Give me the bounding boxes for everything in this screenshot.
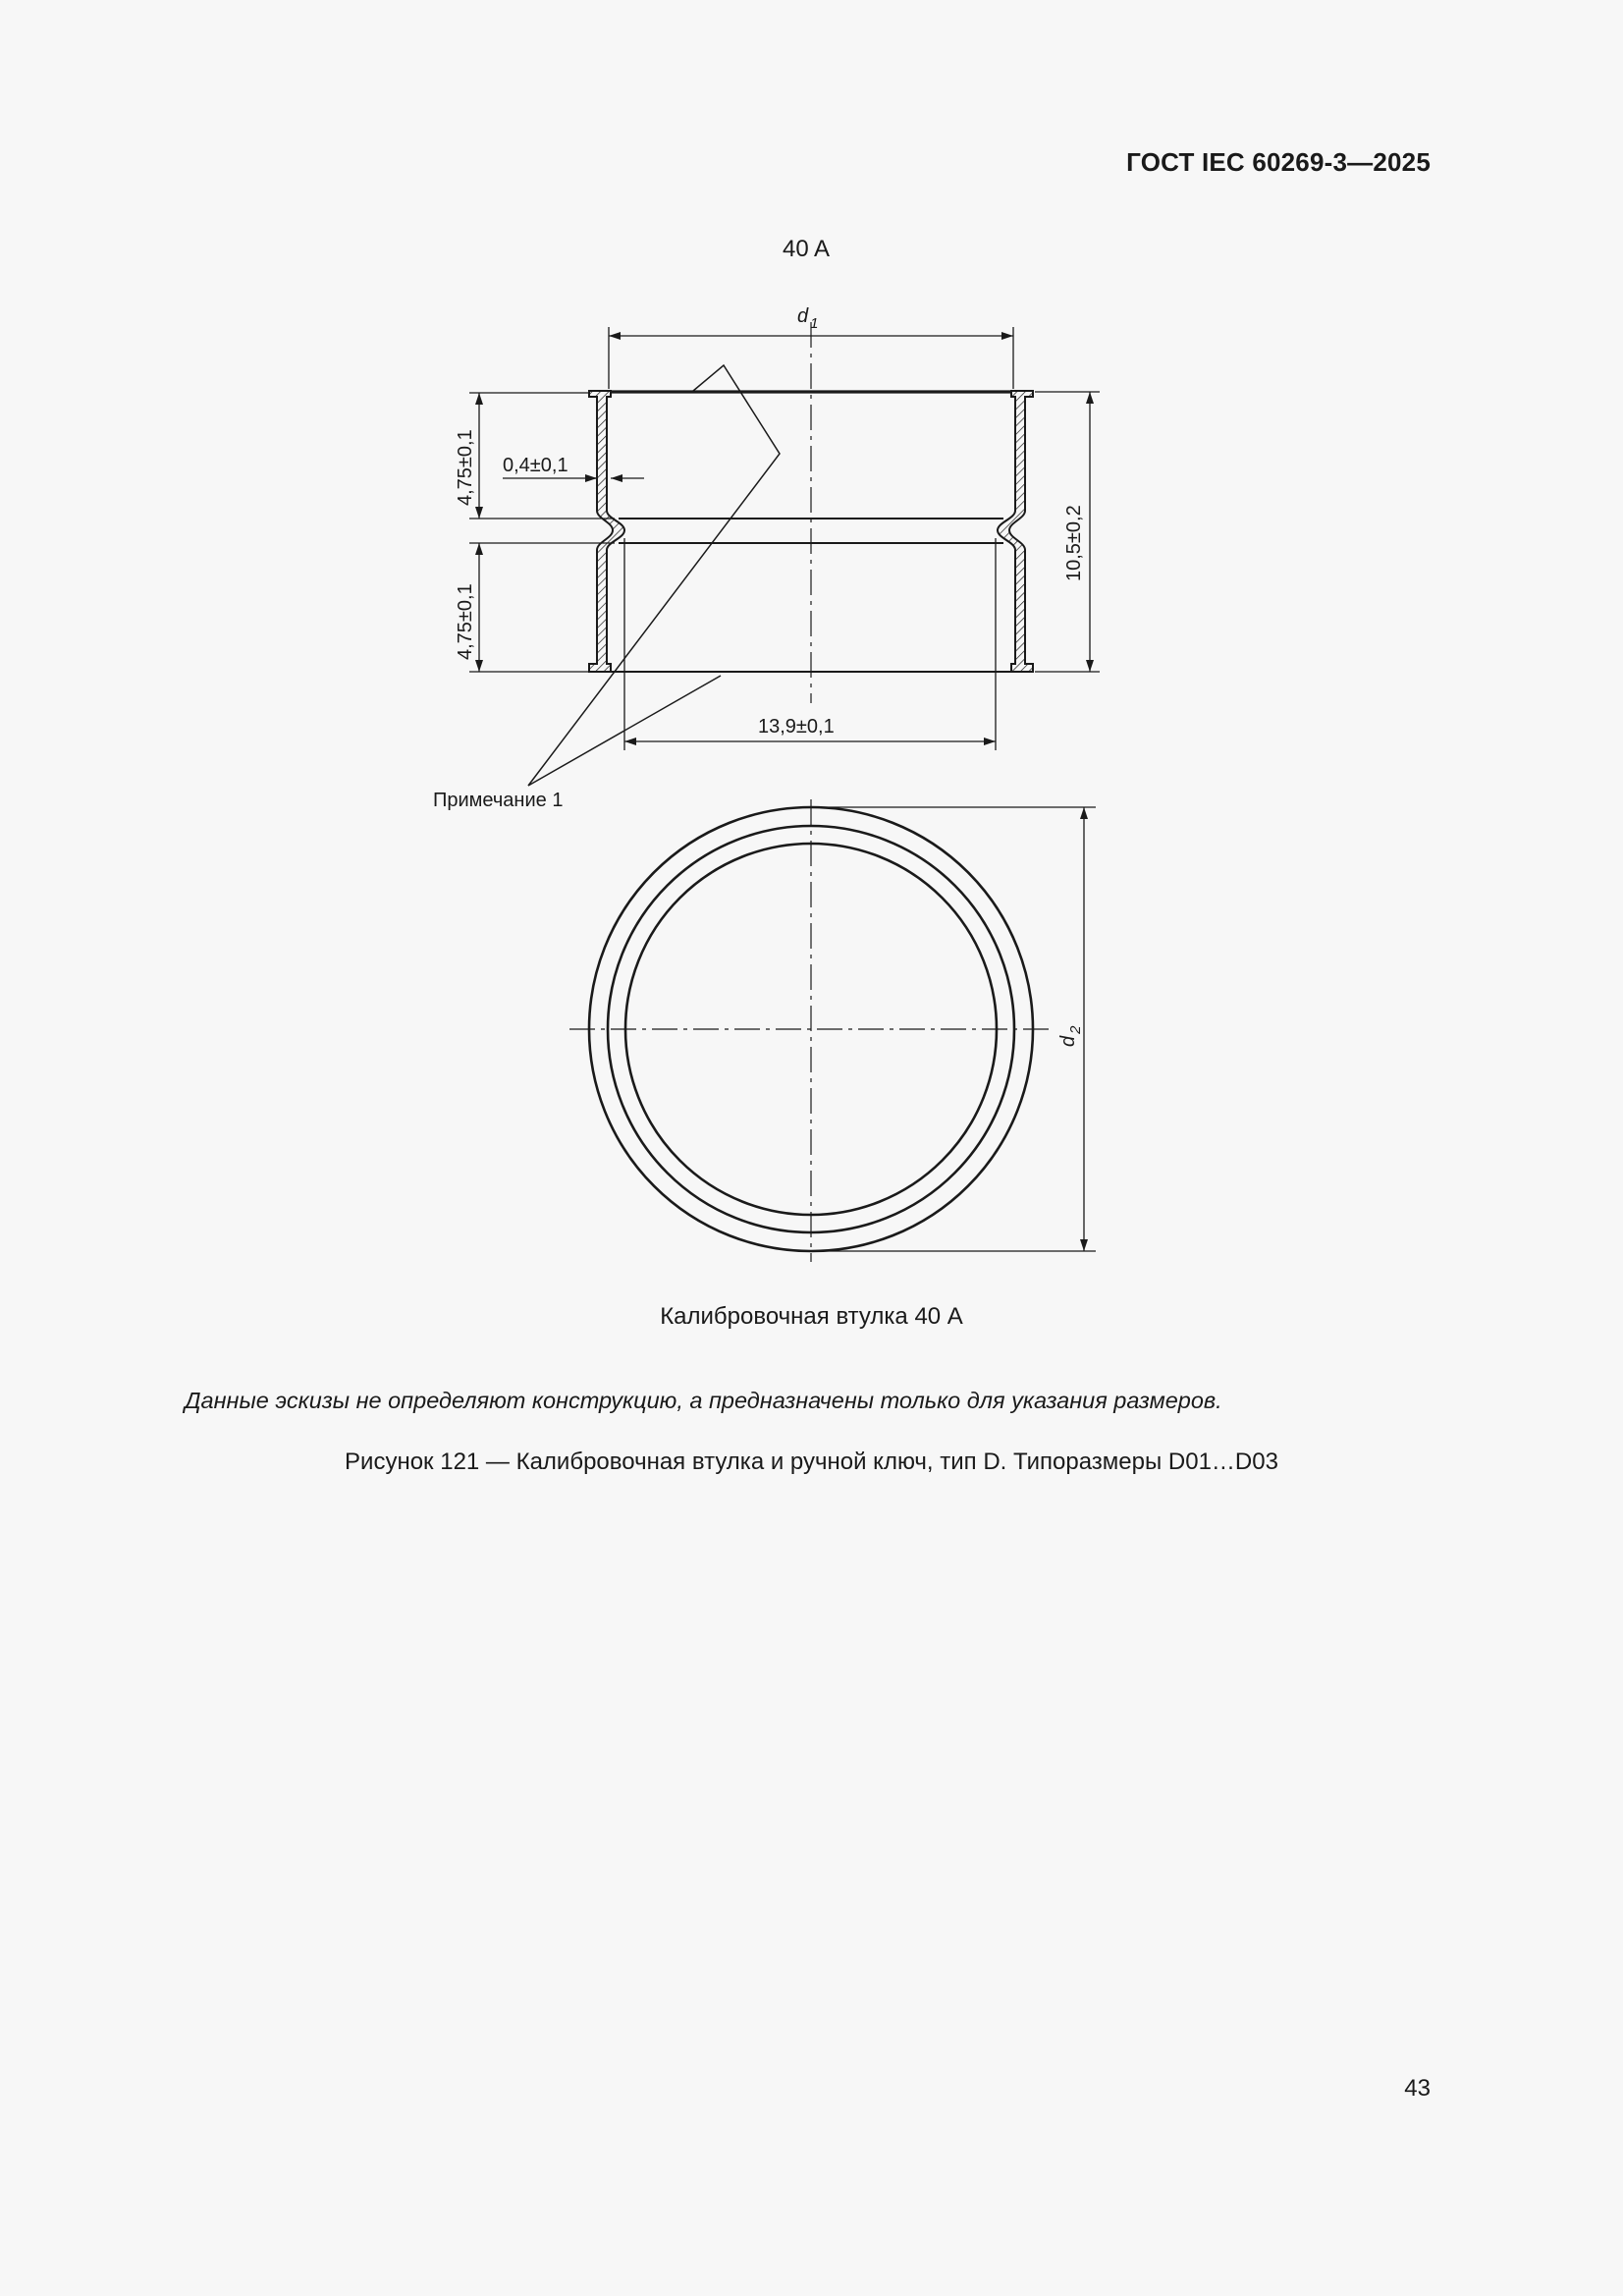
dimension-wall-label: 0,4±0,1 (503, 455, 568, 476)
dimension-bottom-section: 4,75±0,1 (455, 583, 476, 660)
left-wall-section (589, 391, 624, 672)
figure-size-label: 40 A (783, 236, 831, 262)
callout-leaders (528, 365, 780, 786)
dimension-inner-label: 13,9±0,1 (758, 716, 835, 738)
dimension-left (469, 393, 615, 672)
figure-caption: Рисунок 121 — Калибровочная втулка и ручной ключ, тип D. Типоразмеры D01…D03 (345, 1449, 1278, 1475)
page-number: 43 (1404, 2075, 1431, 2102)
dimension-top-section: 4,75±0,1 (455, 429, 476, 506)
part-caption: Калибровочная втулка 40 A (660, 1303, 963, 1330)
dimension-d1-label: d $_1$ (797, 305, 819, 332)
document-standard-header: ГОСТ IEC 60269-3—2025 (1126, 147, 1431, 177)
side-view (589, 322, 1033, 703)
dimension-d2-label: $d_2$ (1057, 1025, 1084, 1047)
right-wall-section (998, 391, 1033, 672)
note-text: Данные эскизы не определяют конструкцию, а предназначены только для указания размеров. (185, 1388, 1222, 1413)
dimension-height-label: 10,5±0,2 (1063, 505, 1085, 581)
callout-label: Примечание 1 (433, 790, 564, 811)
plan-view (569, 799, 1053, 1262)
